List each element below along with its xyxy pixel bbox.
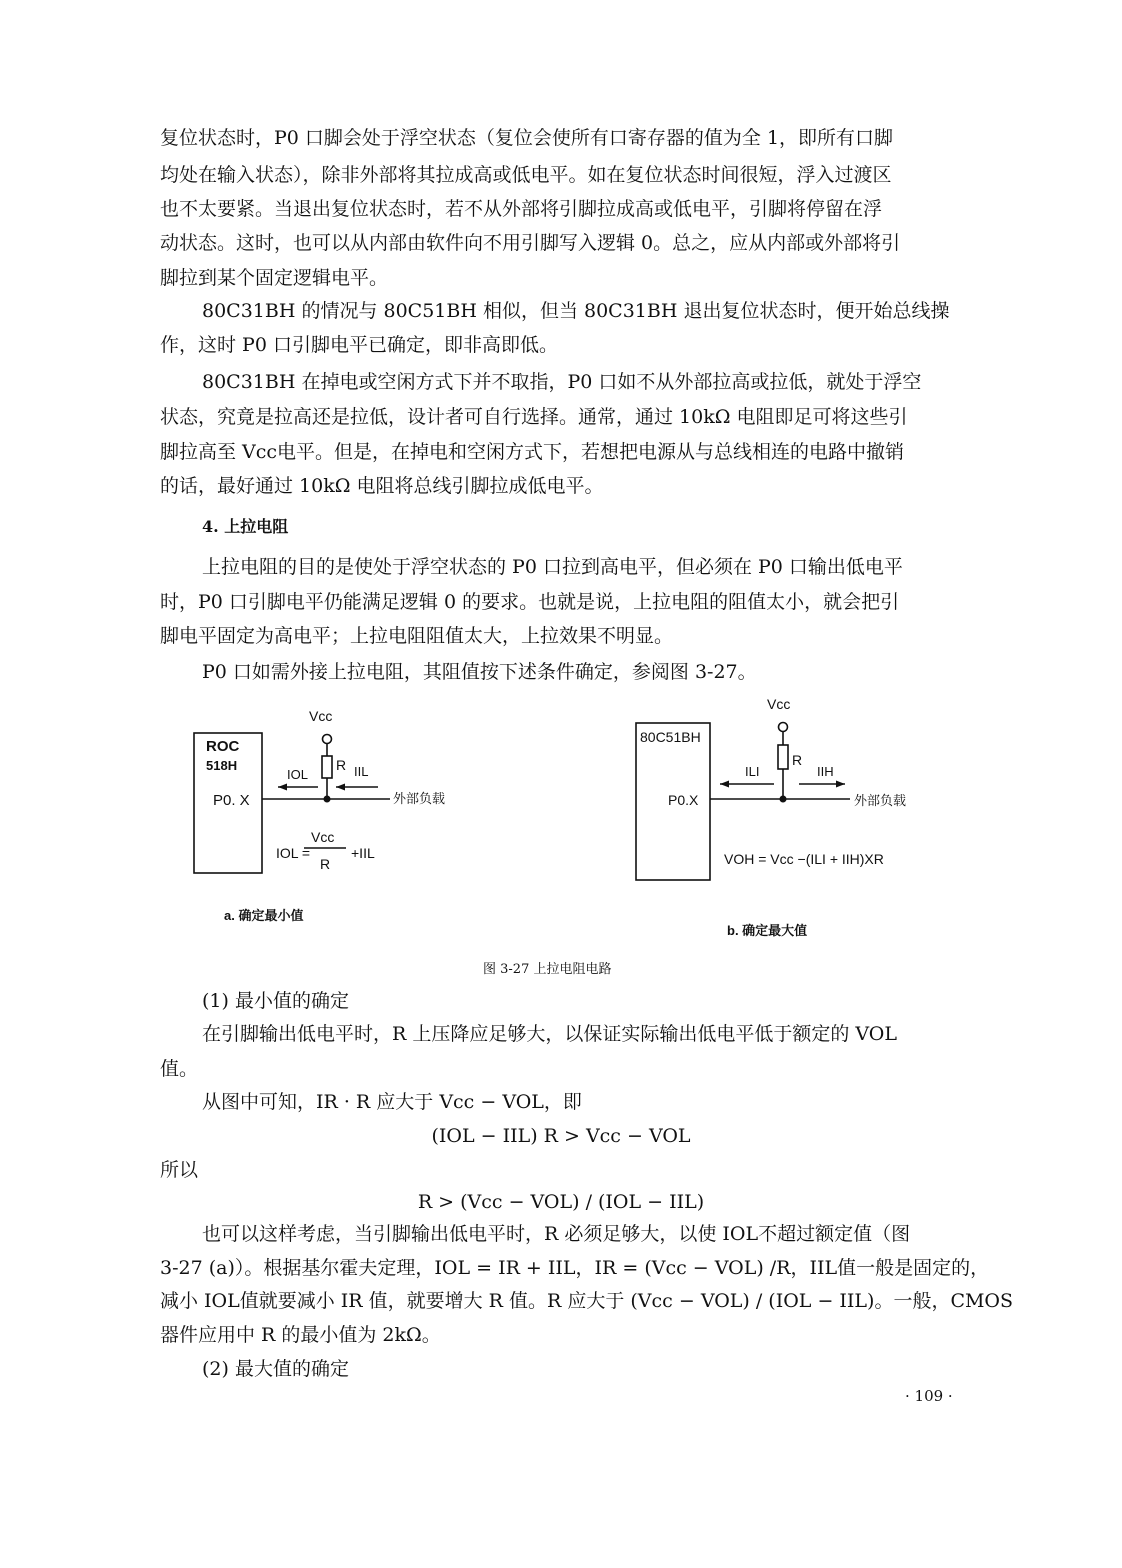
caption-right: b. 确定最大值 (727, 923, 808, 938)
iil-label: IIL (354, 764, 369, 779)
paragraph-line: 减小 IOL值就要减小 IR 值，就要增大 R 值。R 应大于 (Vcc − VOL) / (IOL − IIL)。一般，CMOS (160, 1290, 1014, 1312)
paragraph-line: 值。 (160, 1058, 199, 1080)
paragraph-line: 器件应用中 R 的最小值为 2kΩ。 (160, 1324, 441, 1346)
paragraph-line: 所以 (160, 1159, 199, 1181)
arrow-iol-head (278, 784, 287, 791)
paragraph-line: 动状态。这时，也可以从内部由软件向不用引脚写入逻辑 0。总之，应从内部或外部将引 (160, 232, 901, 254)
resistor-label-left: R (336, 757, 347, 773)
paragraph-line: 的话，最好通过 10kΩ 电阻将总线引脚拉成低电平。 (160, 475, 604, 497)
paragraph-line: P0 口如需外接上拉电阻，其阻值按下述条件确定，参阅图 3-27。 (202, 661, 757, 683)
paragraph-line: 从图中可知，IR · R 应大于 Vcc − VOL，即 (202, 1091, 582, 1113)
vcc-terminal-left (323, 735, 332, 744)
paragraph-line: 复位状态时，P0 口脚会处于浮空状态（复位会使所有口寄存器的值为全 1，即所有口脚 (160, 127, 894, 149)
ili-label: ILI (745, 764, 760, 779)
paragraph-line: 均处在输入状态），除非外部将其拉成高或低电平。如在复位状态时间很短，浮入过渡区 (160, 164, 892, 186)
load-label-left: 外部负载 (393, 791, 446, 806)
section-heading: 4. 上拉电阻 (202, 517, 289, 536)
equation: R > (Vcc − VOL) / (IOL − IIL) (417, 1191, 705, 1213)
page-number: · 109 · (905, 1387, 953, 1405)
iih-label: IIH (817, 764, 834, 779)
chip-label-left-2: 518H (206, 758, 238, 773)
paragraph-line: 在引脚输出低电平时，R 上压降应足够大，以保证实际输出低电平低于额定的 VOL (202, 1023, 897, 1045)
formula-numerator: Vcc (311, 829, 335, 845)
paragraph-line: 80C31BH 的情况与 80C51BH 相似，但当 80C31BH 退出复位状态时，便开始总线操 (202, 300, 950, 322)
vcc-terminal-right (779, 723, 788, 732)
paragraph-line: 作，这时 P0 口引脚电平已确定，即非高即低。 (160, 334, 558, 356)
paragraph-line: 时，P0 口引脚电平仍能满足逻辑 0 的要求。也就是说，上拉电阻的阻值太小，就会把引 (160, 591, 900, 613)
paragraph-line: 上拉电阻的目的是使处于浮空状态的 P0 口拉到高电平，但必须在 P0 口输出低电平 (202, 556, 903, 578)
caption-left: a. 确定最小值 (224, 908, 304, 923)
paragraph-line: 脚拉高至 Vcc电平。但是，在掉电和空闲方式下，若想把电源从与总线相连的电路中撤销 (160, 441, 905, 463)
resistor-right (778, 745, 788, 769)
formula-denominator: R (320, 856, 331, 872)
chip-label-left-1: ROC (206, 738, 240, 755)
paragraph-line: 也不太要紧。当退出复位状态时，若不从外部将引脚拉成高或低电平，引脚将停留在浮 (160, 198, 883, 220)
vcc-label-right: Vcc (767, 696, 791, 712)
figure-title: 图 3-27 上拉电阻电路 (483, 962, 612, 977)
paragraph-line: 脚电平固定为高电平；上拉电阻阻值太大，上拉效果不明显。 (160, 625, 674, 647)
item-title: (1) 最小值的确定 (202, 990, 349, 1012)
arrow-ili-head (720, 781, 729, 788)
arrow-iil-head (336, 784, 345, 791)
formula-lhs: IOL = (276, 845, 311, 861)
resistor-label-right: R (792, 752, 803, 768)
vcc-label-left: Vcc (309, 708, 333, 724)
paragraph-line: 3-27 (a)）。根据基尔霍夫定理，IOL = IR + IIL，IR = (Vcc − VOL) /R，IIL值一般是固定的， (160, 1257, 990, 1279)
paragraph-line: 80C31BH 在掉电或空闲方式下并不取指，P0 口如不从外部拉高或拉低，就处于浮空 (202, 371, 922, 393)
pin-label-right: P0.X (668, 792, 699, 808)
arrow-iih-head (836, 781, 845, 788)
item-title: (2) 最大值的确定 (202, 1358, 349, 1380)
chip-label-right: 80C51BH (640, 729, 701, 745)
node-dot-right (780, 796, 787, 803)
node-dot-left (324, 796, 331, 803)
paragraph-line: 状态，究竟是拉高还是拉低，设计者可自行选择。通常，通过 10kΩ 电阻即足可将这些引 (160, 406, 908, 428)
formula-tail: +IIL (351, 845, 375, 861)
pin-label-left: P0. X (213, 792, 250, 809)
resistor-left (322, 756, 332, 778)
formula-right: VOH = Vcc −(ILI + IIH)XR (724, 851, 884, 867)
iol-label: IOL (287, 767, 308, 782)
paragraph-line: 也可以这样考虑，当引脚输出低电平时，R 必须足够大，以使 IOL不超过额定值（图 (202, 1223, 911, 1245)
paragraph-line: 脚拉到某个固定逻辑电平。 (160, 267, 389, 289)
equation: (IOL − IIL) R > Vcc − VOL (431, 1125, 691, 1147)
load-label-right: 外部负载 (854, 793, 907, 808)
